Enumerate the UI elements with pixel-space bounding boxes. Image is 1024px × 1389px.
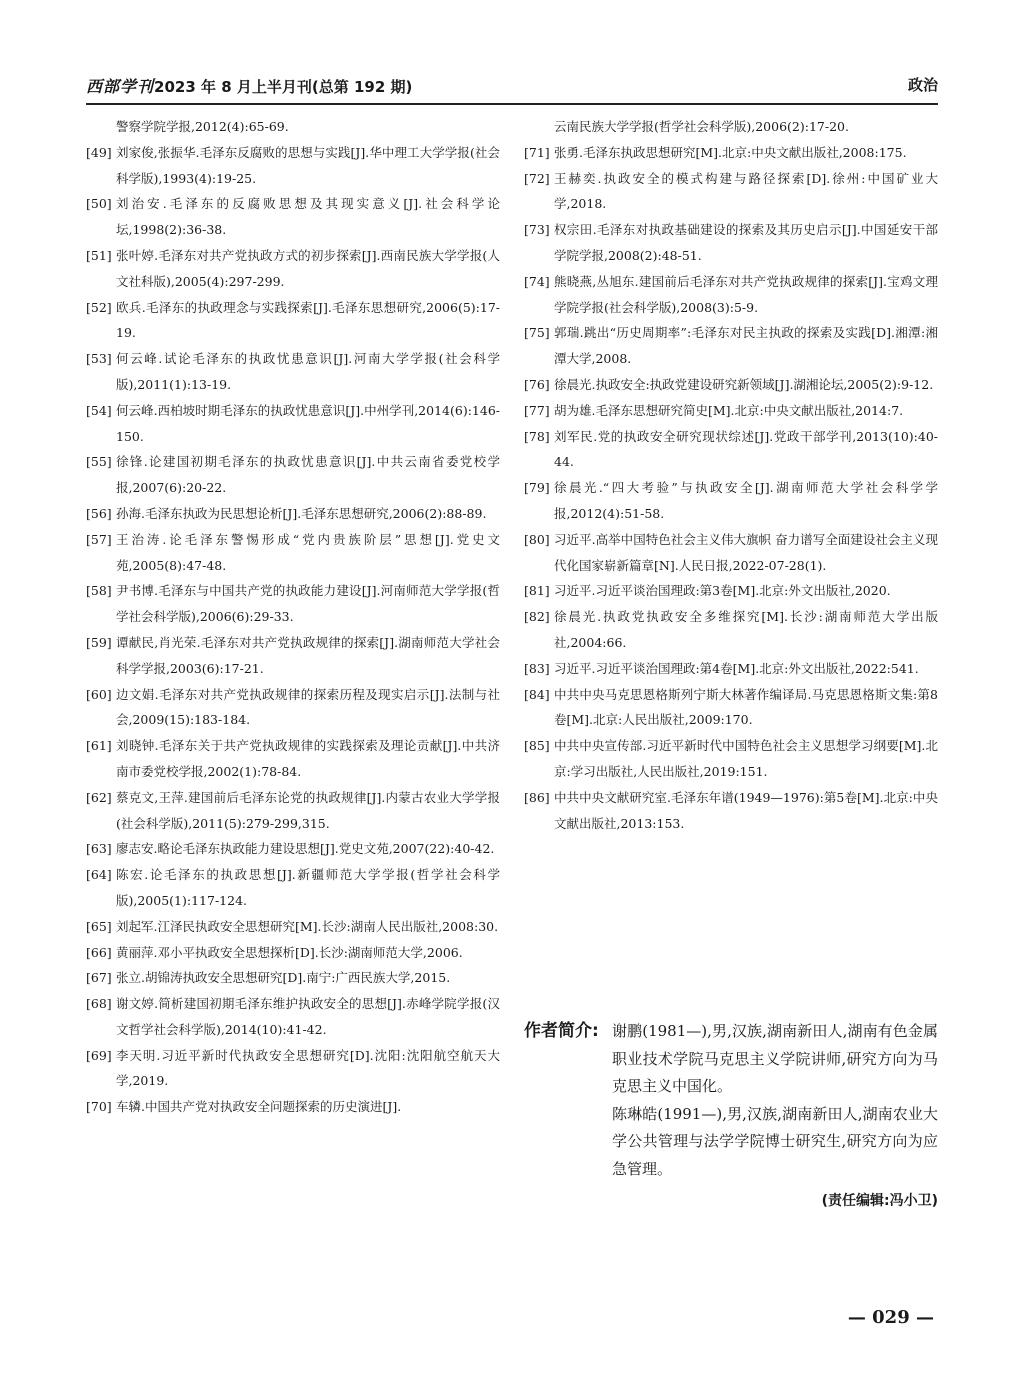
reference-item xyxy=(86,630,500,682)
reference-text: 张立.胡锦涛执政安全思想研究[D].南宁:广西民族大学,2015. xyxy=(116,970,451,986)
reference-item xyxy=(86,733,500,785)
reference-number: [86] xyxy=(524,789,550,805)
reference-item xyxy=(86,501,500,527)
reference-number: [50] xyxy=(86,196,112,212)
reference-item xyxy=(86,836,500,862)
reference-number: [71] xyxy=(524,144,550,160)
reference-number: [63] xyxy=(86,841,112,857)
reference-item xyxy=(86,940,500,966)
reference-item xyxy=(86,346,500,398)
reference-text: 习近平.习近平谈治国理政:第3卷[M].北京:外文出版社,2020. xyxy=(554,583,891,599)
reference-text: 廖志安.略论毛泽东执政能力建设思想[J].党史文苑,2007(22):40-42. xyxy=(116,841,495,857)
reference-number: [58] xyxy=(86,583,112,599)
reference-text: 警察学院学报,2012(4):65-69. xyxy=(116,119,289,134)
reference-item xyxy=(524,114,938,140)
reference-item xyxy=(524,217,938,269)
reference-item xyxy=(86,914,500,940)
reference-number: [54] xyxy=(86,402,112,418)
page-number: — 029 — xyxy=(847,1307,934,1328)
reference-number: [61] xyxy=(86,738,112,754)
reference-number: [68] xyxy=(86,996,112,1012)
reference-item xyxy=(86,114,500,140)
reference-text: 刘晓钟.毛泽东关于共产党执政规律的实践探索及理论贡献[J].中共济南市委党校学报,2002(1):78-84. xyxy=(116,738,500,779)
reference-text: 陈宏.论毛泽东的执政思想[J].新疆师范大学学报(哲学社会科学版),2005(1):117-124. xyxy=(116,867,500,908)
reference-text: 谭献民,肖光荣.毛泽东对共产党执政规律的探索[J].湖南师范大学社会科学学报,2003(6):17-21. xyxy=(116,634,500,676)
reference-item xyxy=(86,527,500,579)
reference-number: [67] xyxy=(86,970,112,986)
reference-number: [55] xyxy=(86,454,112,470)
reference-number: [74] xyxy=(524,273,550,289)
reference-text: 刘家俊,张振华.毛泽东反腐败的思想与实践[J].华中理工大学学报(社会科学版),1993(4):19-25. xyxy=(116,144,500,186)
reference-item xyxy=(524,656,938,682)
author-label: 作者简介: xyxy=(524,1021,599,1041)
author-bio-2: 陈琳皓(1991—),男,汉族,湖南新田人,湖南农业大学公共管理与法学学院博士研究生,研究方向为应急管理。 xyxy=(612,1104,938,1178)
reference-item xyxy=(86,965,500,991)
reference-number: [66] xyxy=(86,944,112,960)
reference-item xyxy=(524,604,938,656)
reference-item xyxy=(524,166,938,218)
reference-number: [62] xyxy=(86,789,112,805)
reference-number: [57] xyxy=(86,531,112,547)
reference-item xyxy=(86,295,500,347)
reference-number: [69] xyxy=(86,1047,112,1063)
reference-item xyxy=(86,682,500,734)
reference-number: [75] xyxy=(524,325,550,341)
author-bio xyxy=(612,1018,938,1184)
reference-number: [79] xyxy=(524,480,550,496)
reference-item xyxy=(86,991,500,1043)
responsible-editor: (责任编辑:冯小卫) xyxy=(821,1192,938,1209)
reference-number: [73] xyxy=(524,222,550,238)
reference-text: 张叶婷.毛泽东对共产党执政方式的初步探索[J].西南民族大学学报(人文社科版),2005(4):297-299. xyxy=(116,247,500,289)
reference-item xyxy=(524,527,938,579)
reference-text: 谢文婷.简析建国初期毛泽东维护执政安全的思想[J].赤峰学院学报(汉文哲学社会科学版),2014(10):41-42. xyxy=(116,996,500,1037)
reference-item xyxy=(524,424,938,476)
reference-text: 权宗田.毛泽东对执政基础建设的探索及其历史启示[J].中国延安干部学院学报,2008(2):48-51. xyxy=(554,222,938,263)
reference-item xyxy=(524,269,938,321)
reference-text: 胡为雄.毛泽东思想研究简史[M].北京:中央文献出版社,2014:7. xyxy=(554,402,904,418)
reference-item xyxy=(524,682,938,734)
reference-text: 中共中央宣传部.习近平新时代中国特色社会主义思想学习纲要[M].北京:学习出版社,人民出版社,2019:151. xyxy=(554,738,938,779)
reference-text: 尹书博.毛泽东与中国共产党的执政能力建设[J].河南师范大学学报(哲学社会科学版),2006(6):29-33. xyxy=(116,583,500,625)
reference-item xyxy=(86,1043,500,1095)
reference-text: 云南民族大学学报(哲学社会科学版),2006(2):17-20. xyxy=(554,119,849,134)
reference-item xyxy=(86,785,500,837)
reference-text: 何云峰.西柏坡时期毛泽东的执政忧患意识[J].中州学刊,2014(6):146-150. xyxy=(116,402,500,444)
reference-number: [51] xyxy=(86,247,112,263)
reference-item xyxy=(524,578,938,604)
reference-number: [83] xyxy=(524,660,550,676)
author-bio-1: 谢鹏(1981—),男,汉族,湖南新田人,湖南有色金属职业技术学院马克思主义学院讲师,研究方向为马克思主义中国化。 xyxy=(612,1022,938,1096)
reference-item xyxy=(524,140,938,166)
reference-number: [53] xyxy=(86,351,112,367)
reference-number: [84] xyxy=(524,686,550,702)
reference-text: 徐晨光.执政安全:执政党建设研究新领域[J].湖湘论坛,2005(2):9-12. xyxy=(554,376,934,392)
issue-info: 2023 年 8 月上半月刊(总第 192 期) xyxy=(154,78,413,96)
reference-text: 徐锋.论建国初期毛泽东的执政忧患意识[J].中共云南省委党校学报,2007(6):20-22. xyxy=(116,454,500,496)
reference-number: [49] xyxy=(86,144,112,160)
reference-text: 蔡克文,王萍.建国前后毛泽东论党的执政规律[J].内蒙古农业大学学报(社会科学版),2011(5):279-299,315. xyxy=(116,789,500,831)
reference-number: [80] xyxy=(524,531,550,547)
reference-text: 边文娟.毛泽东对共产党执政规律的探索历程及现实启示[J].法制与社会,2009(15):183-184. xyxy=(116,686,500,728)
reference-item xyxy=(524,475,938,527)
reference-text: 王治涛.论毛泽东警惕形成“党内贵族阶层”思想[J].党史文苑,2005(8):47-48. xyxy=(116,531,500,573)
reference-text: 何云峰.试论毛泽东的执政忧患意识[J].河南大学学报(社会科学版),2011(1):13-19. xyxy=(116,351,500,392)
reference-number: [52] xyxy=(86,299,112,315)
reference-number: [72] xyxy=(524,170,550,186)
reference-number: [59] xyxy=(86,634,112,650)
reference-item xyxy=(524,320,938,372)
page-header xyxy=(86,74,938,100)
reference-item xyxy=(524,398,938,424)
reference-number: [77] xyxy=(524,402,550,418)
reference-text: 中共中央马克思恩格斯列宁斯大林著作编译局.马克思恩格斯文集:第8卷[M].北京:人民出版社,2009:170. xyxy=(554,686,938,728)
reference-text: 徐晨光.执政党执政安全多维探究[M].长沙:湖南师范大学出版社,2004:66. xyxy=(554,609,938,650)
reference-text: 中共中央文献研究室.毛泽东年谱(1949—1976):第5卷[M].北京:中央文献出版社,2013:153. xyxy=(554,789,938,831)
reference-text: 张勇.毛泽东执政思想研究[M].北京:中央文献出版社,2008:175. xyxy=(554,144,907,160)
references-right-column xyxy=(524,114,938,836)
reference-number: [78] xyxy=(524,428,550,444)
journal-logo: 西部学刊 xyxy=(86,77,155,96)
reference-number: [64] xyxy=(86,867,112,883)
author-info xyxy=(524,1018,938,1210)
reference-number: [82] xyxy=(524,609,550,625)
reference-number: [85] xyxy=(524,738,550,754)
reference-number: [65] xyxy=(86,918,112,934)
reference-item xyxy=(86,1094,500,1120)
reference-text: 欧兵.毛泽东的执政理念与实践探索[J].毛泽东思想研究,2006(5):17-19. xyxy=(116,299,500,341)
journal-title xyxy=(86,74,412,97)
reference-item xyxy=(86,243,500,295)
reference-number: [60] xyxy=(86,686,112,702)
reference-text: 孙海.毛泽东执政为民思想论析[J].毛泽东思想研究,2006(2):88-89. xyxy=(116,505,487,521)
reference-item xyxy=(524,785,938,837)
reference-text: 刘起军.江泽民执政安全思想研究[M].长沙:湖南人民出版社,2008:30. xyxy=(116,918,499,934)
reference-item xyxy=(86,191,500,243)
reference-number: [56] xyxy=(86,505,112,521)
reference-text: 熊晓燕,丛旭东.建国前后毛泽东对共产党执政规律的探索[J].宝鸡文理学院学报(社会科学版),2008(3):5-9. xyxy=(554,273,938,315)
reference-item xyxy=(86,862,500,914)
reference-item xyxy=(86,449,500,501)
section-label: 政治 xyxy=(907,76,938,94)
header-rule xyxy=(86,103,938,105)
reference-text: 郭瑞.跳出“历史周期率”:毛泽东对民主执政的探索及实践[D].湘潭:湘潭大学,2008. xyxy=(554,325,938,367)
reference-item xyxy=(86,140,500,192)
reference-text: 李天明.习近平新时代执政安全思想研究[D].沈阳:沈阳航空航天大学,2019. xyxy=(116,1047,500,1089)
reference-item xyxy=(524,372,938,398)
reference-text: 王赫奕.执政安全的模式构建与路径探索[D].徐州:中国矿业大学,2018. xyxy=(554,170,938,212)
reference-number: [76] xyxy=(524,376,550,392)
reference-number: [70] xyxy=(86,1099,112,1115)
reference-item xyxy=(524,733,938,785)
reference-item xyxy=(86,398,500,450)
reference-text: 黄丽萍.邓小平执政安全思想探析[D].长沙:湖南师范大学,2006. xyxy=(116,944,463,960)
reference-text: 徐晨光.“四大考验”与执政安全[J].湖南师范大学社会科学学报,2012(4):51-58. xyxy=(554,480,938,521)
reference-item xyxy=(86,578,500,630)
references-left-column xyxy=(86,114,500,1120)
reference-text: 刘治安.毛泽东的反腐败思想及其现实意义[J].社会科学论坛,1998(2):36-38. xyxy=(116,196,500,238)
reference-text: 车辚.中国共产党对执政安全问题探索的历史演进[J]. xyxy=(116,1099,402,1115)
reference-text: 刘军民.党的执政安全研究现状综述[J].党政干部学刊,2013(10):40-44. xyxy=(554,428,938,470)
reference-number: [81] xyxy=(524,583,550,599)
reference-text: 习近平.习近平谈治国理政:第4卷[M].北京:外文出版社,2022:541. xyxy=(554,660,919,676)
reference-text: 习近平.高举中国特色社会主义伟大旗帜 奋力谱写全面建设社会主义现代化国家崭新篇章[N].人民日报,2022-07-28(1). xyxy=(554,531,938,573)
